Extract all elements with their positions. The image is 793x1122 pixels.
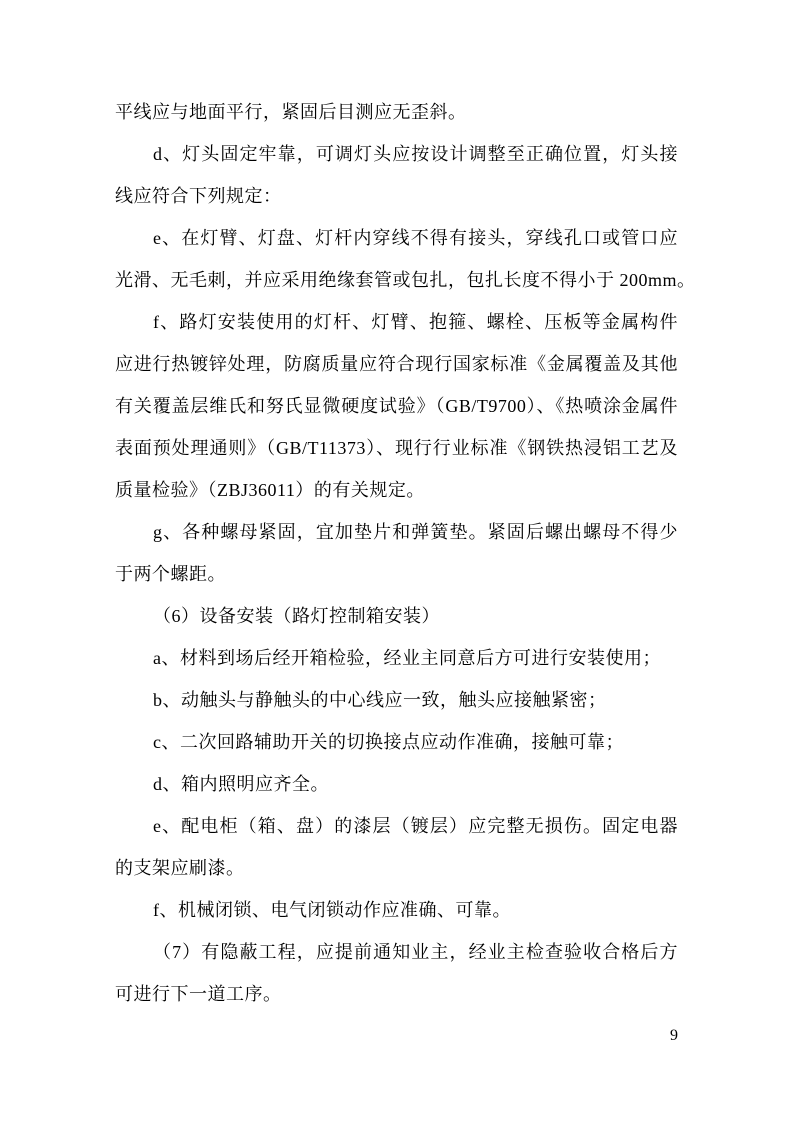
- text-line: 的支架应刷漆。: [115, 858, 245, 878]
- page-number: 9: [670, 1027, 678, 1044]
- text-line: 光滑、无毛刺，并应采用绝缘套管或包扎，包扎长度不得小于 200mm。: [115, 270, 696, 290]
- text-line: f、机械闭锁、电气闭锁动作应准确、可靠。: [153, 900, 511, 920]
- text-line: 有关覆盖层维氏和努氏显微硬度试验》（GB/T9700）、《热喷涂金属件: [115, 396, 678, 416]
- text-line: e、在灯臂、灯盘、灯杆内穿线不得有接头，穿线孔口或管口应: [153, 228, 678, 248]
- text-line: 于两个螺距。: [115, 564, 226, 584]
- text-line: （7）有隐蔽工程，应提前通知业主，经业主检查验收合格后方: [153, 942, 678, 962]
- document-body: [115, 91, 696, 1015]
- text-line: d、箱内照明应齐全。: [153, 774, 329, 794]
- text-line: a、材料到场后经开箱检验，经业主同意后方可进行安装使用；: [153, 648, 661, 668]
- text-line: 应进行热镀锌处理，防腐质量应符合现行国家标准《金属覆盖及其他: [115, 354, 678, 374]
- text-line: 表面预处理通则》（GB/T11373）、现行行业标准《钢铁热浸铝工艺及: [115, 438, 678, 458]
- text-line: （6）设备安装（路灯控制箱安装）: [153, 606, 440, 626]
- text-line: f、路灯安装使用的灯杆、灯臂、抱箍、螺栓、压板等金属构件: [153, 312, 678, 332]
- text-line: c、二次回路辅助开关的切换接点应动作准确，接触可靠；: [153, 732, 624, 752]
- text-line: b、动触头与静触头的中心线应一致，触头应接触紧密；: [153, 690, 607, 710]
- text-line: d、灯头固定牢靠，可调灯头应按设计调整至正确位置，灯头接: [153, 144, 678, 164]
- text-line: e、配电柜（箱、盘）的漆层（镀层）应完整无损伤。固定电器: [153, 816, 678, 836]
- text-line: 线应符合下列规定：: [115, 186, 282, 206]
- text-line: 可进行下一道工序。: [115, 984, 282, 1004]
- text-line: 平线应与地面平行，紧固后目测应无歪斜。: [115, 102, 467, 122]
- text-line: g、各种螺母紧固，宜加垫片和弹簧垫。紧固后螺出螺母不得少: [153, 522, 678, 542]
- page-footer: [115, 1026, 678, 1046]
- text-line: 质量检验》（ZBJ36011）的有关规定。: [115, 480, 425, 500]
